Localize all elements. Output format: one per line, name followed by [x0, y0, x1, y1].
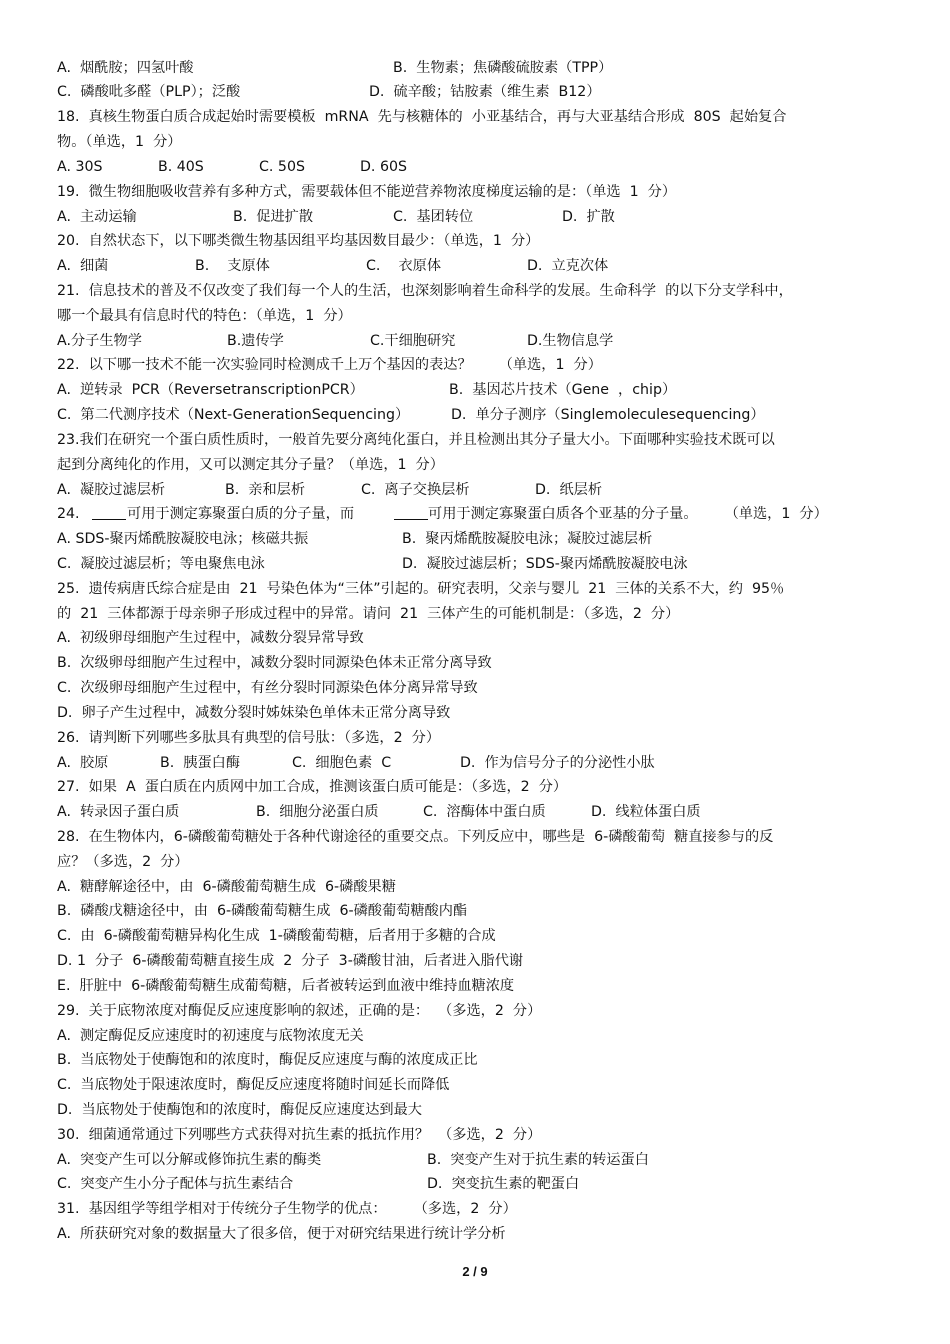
text-line: 可用于测定寡聚蛋白质各个亚基的分子量。 （单选，1 分） — [428, 506, 828, 522]
text-line: D. 线粒体蛋白质 — [591, 804, 701, 820]
page-number: 2 / 9 — [462, 1264, 488, 1279]
text-line: D. 卵子产生过程中，减数分裂时姊妹染色单体未正常分离导致 — [57, 705, 451, 721]
text-line: C. 凝胶过滤层析；等电聚焦电泳 — [57, 556, 265, 572]
text-line: B. 40S — [158, 159, 204, 175]
text-line: D. 立克次体 — [527, 258, 609, 274]
text-line: 25. 遗传病唐氏综合症是由 21 号染色体为“三体”引起的。研究表明，父亲与婴儿 21 三体的关系不大，约 95％ — [57, 581, 785, 597]
text-line: 的 21 三体都源于母亲卵子形成过程中的异常。请问 21 三体产生的可能机制是：（多选，2 分） — [57, 606, 680, 622]
text-line: D. 当底物处于使酶饱和的浓度时，酶促反应速度达到最大 — [57, 1102, 422, 1118]
text-line: C. 基团转位 — [393, 209, 474, 225]
text-line: B. 亲和层析 — [225, 482, 306, 498]
text-line: 可用于测定寡聚蛋白质的分子量，而 — [127, 506, 355, 522]
text-line: A.分子生物学 — [57, 333, 142, 349]
text-line: D. 60S — [360, 159, 408, 175]
text-line: 21. 信息技术的普及不仅改变了我们每一个人的生活，也深刻影响着生命科学的发展。生命科学 的以下分支学科中， — [57, 283, 793, 299]
text-line: B. 基因芯片技术（Gene ，chip） — [449, 382, 677, 398]
text-line: C. 细胞色素 C — [292, 755, 392, 771]
text-line: C. 当底物处于限速浓度时，酶促反应速度将随时间延长而降低 — [57, 1077, 450, 1093]
text-line: B. 突变产生对于抗生素的转运蛋白 — [427, 1152, 649, 1168]
fill-in-blank — [92, 505, 126, 520]
text-line: C. 溶酶体中蛋白质 — [423, 804, 546, 820]
text-line: 起到分离纯化的作用，又可以测定其分子量？（单选，1 分） — [57, 457, 444, 473]
text-line: D. 作为信号分子的分泌性小肽 — [460, 755, 655, 771]
text-line: A. 细菌 — [57, 258, 109, 274]
text-line: A. 胶原 — [57, 755, 109, 771]
text-line: A. 30S — [57, 159, 103, 175]
text-line: A. 逆转录 PCR（ReversetranscriptionPCR） — [57, 382, 364, 398]
text-line — [91, 504, 127, 525]
text-line: A. 突变产生可以分解或修饰抗生素的酶类 — [57, 1152, 322, 1168]
text-line: 30. 细菌通常通过下列哪些方式获得对抗生素的抵抗作用？ （多选，2 分） — [57, 1127, 542, 1143]
text-line: A. 测定酶促反应速度时的初速度与底物浓度无关 — [57, 1028, 364, 1044]
text-line: D. 硫辛酸；钴胺素（维生素 B12） — [369, 84, 601, 100]
fill-in-blank — [394, 505, 428, 520]
text-line: A. 凝胶过滤层析 — [57, 482, 166, 498]
text-line: D. 单分子测序（Singlemoleculesequencing） — [451, 407, 765, 423]
text-line: 19. 微生物细胞吸收营养有多种方式，需要载体但不能逆营养物浓度梯度运输的是：（单选 1 分） — [57, 184, 677, 200]
text-line: B. 磷酸戊糖途径中，由 6-磷酸葡萄糖生成 6-磷酸葡萄糖酸内酯 — [57, 903, 468, 919]
text-line: D. 凝胶过滤层析；SDS-聚丙烯酰胺凝胶电泳 — [402, 556, 688, 572]
text-line: C. 突变产生小分子配体与抗生素结合 — [57, 1176, 294, 1192]
text-line: D. 1 分子 6-磷酸葡萄糖直接生成 2 分子 3-磷酸甘油，后者进入脂代谢 — [57, 953, 524, 969]
text-line: B. 细胞分泌蛋白质 — [256, 804, 379, 820]
text-line: 哪一个最具有信息时代的特色：（单选，1 分） — [57, 308, 352, 324]
text-line: 24. — [57, 506, 89, 522]
text-line: B. 聚丙烯酰胺凝胶电泳；凝胶过滤层析 — [402, 531, 653, 547]
text-line: A. SDS-聚丙烯酰胺凝胶电泳；核磁共振 — [57, 531, 309, 547]
text-line: 26. 请判断下列哪些多肽具有典型的信号肽：（多选，2 分） — [57, 730, 441, 746]
text-line — [393, 504, 429, 525]
text-line: D. 纸层析 — [535, 482, 603, 498]
text-line: 20. 自然状态下，以下哪类微生物基因组平均基因数目最少：（单选，1 分） — [57, 233, 540, 249]
text-line: A. 主动运输 — [57, 209, 137, 225]
text-line: 28. 在生物体内，6-磷酸葡萄糖处于各种代谢途径的重要交点。下列反应中，哪些是 6-磷酸葡萄 糖直接参与的反 — [57, 829, 774, 845]
text-line: B. 胰蛋白酶 — [160, 755, 241, 771]
text-line: A. 转录因子蛋白质 — [57, 804, 180, 820]
text-line: C. 由 6-磷酸葡萄糖异构化生成 1-磷酸葡萄糖，后者用于多糖的合成 — [57, 928, 496, 944]
text-line: 物。（单选，1 分） — [57, 134, 182, 150]
text-line: 27. 如果 A 蛋白质在内质网中加工合成，推测该蛋白质可能是：（多选，2 分） — [57, 779, 568, 795]
text-line: B. 促进扩散 — [233, 209, 314, 225]
text-line: D.生物信息学 — [527, 333, 614, 349]
text-line: C. 衣原体 — [366, 258, 442, 274]
text-line: A. 初级卵母细胞产生过程中，减数分裂异常导致 — [57, 630, 364, 646]
text-line: 29. 关于底物浓度对酶促反应速度影响的叙述，正确的是： （多选，2 分） — [57, 1003, 542, 1019]
text-line: A. 糖酵解途径中，由 6-磷酸葡萄糖生成 6-磷酸果糖 — [57, 879, 396, 895]
text-line: A. 烟酰胺；四氢叶酸 — [57, 60, 194, 76]
text-line: C. 第二代测序技术（Next-GenerationSequencing） — [57, 407, 410, 423]
text-line: 22. 以下哪一技术不能一次实验同时检测成千上万个基因的表达？ （单选，1 分） — [57, 357, 602, 373]
text-line: C. 50S — [259, 159, 305, 175]
text-line: C. 磷酸吡多醛（PLP）；泛酸 — [57, 84, 241, 100]
text-line: B. 次级卵母细胞产生过程中，减数分裂时同源染色体未正常分离导致 — [57, 655, 492, 671]
text-line: B. 当底物处于使酶饱和的浓度时，酶促反应速度与酶的浓度成正比 — [57, 1052, 478, 1068]
text-line: D. 扩散 — [562, 209, 615, 225]
text-line: 23.我们在研究一个蛋白质性质时，一般首先要分离纯化蛋白，并且检测出其分子量大小。下面哪种实验技术既可以 — [57, 432, 775, 448]
text-line: 31. 基因组学等组学相对于传统分子生物学的优点： （多选，2 分） — [57, 1201, 517, 1217]
text-line: B. 生物素；焦磷酸硫胺素（TPP） — [393, 60, 613, 76]
text-line: C. 离子交换层析 — [361, 482, 470, 498]
text-line: A. 所获研究对象的数据量大了很多倍，便于对研究结果进行统计学分析 — [57, 1226, 506, 1242]
text-line: E. 肝脏中 6-磷酸葡萄糖生成葡萄糖，后者被转运到血液中维持血糖浓度 — [57, 978, 515, 994]
text-line: D. 突变抗生素的靶蛋白 — [427, 1176, 580, 1192]
text-line: B. 支原体 — [195, 258, 270, 274]
text-line: 应？（多选，2 分） — [57, 854, 189, 870]
text-line: C.干细胞研究 — [370, 333, 456, 349]
text-line: 18. 真核生物蛋白质合成起始时需要模板 mRNA 先与核糖体的 小亚基结合，再与大亚基结合形成 80S 起始复合 — [57, 109, 787, 125]
text-line: B.遗传学 — [227, 333, 284, 349]
text-line: C. 次级卵母细胞产生过程中，有丝分裂时同源染色体分离异常导致 — [57, 680, 478, 696]
